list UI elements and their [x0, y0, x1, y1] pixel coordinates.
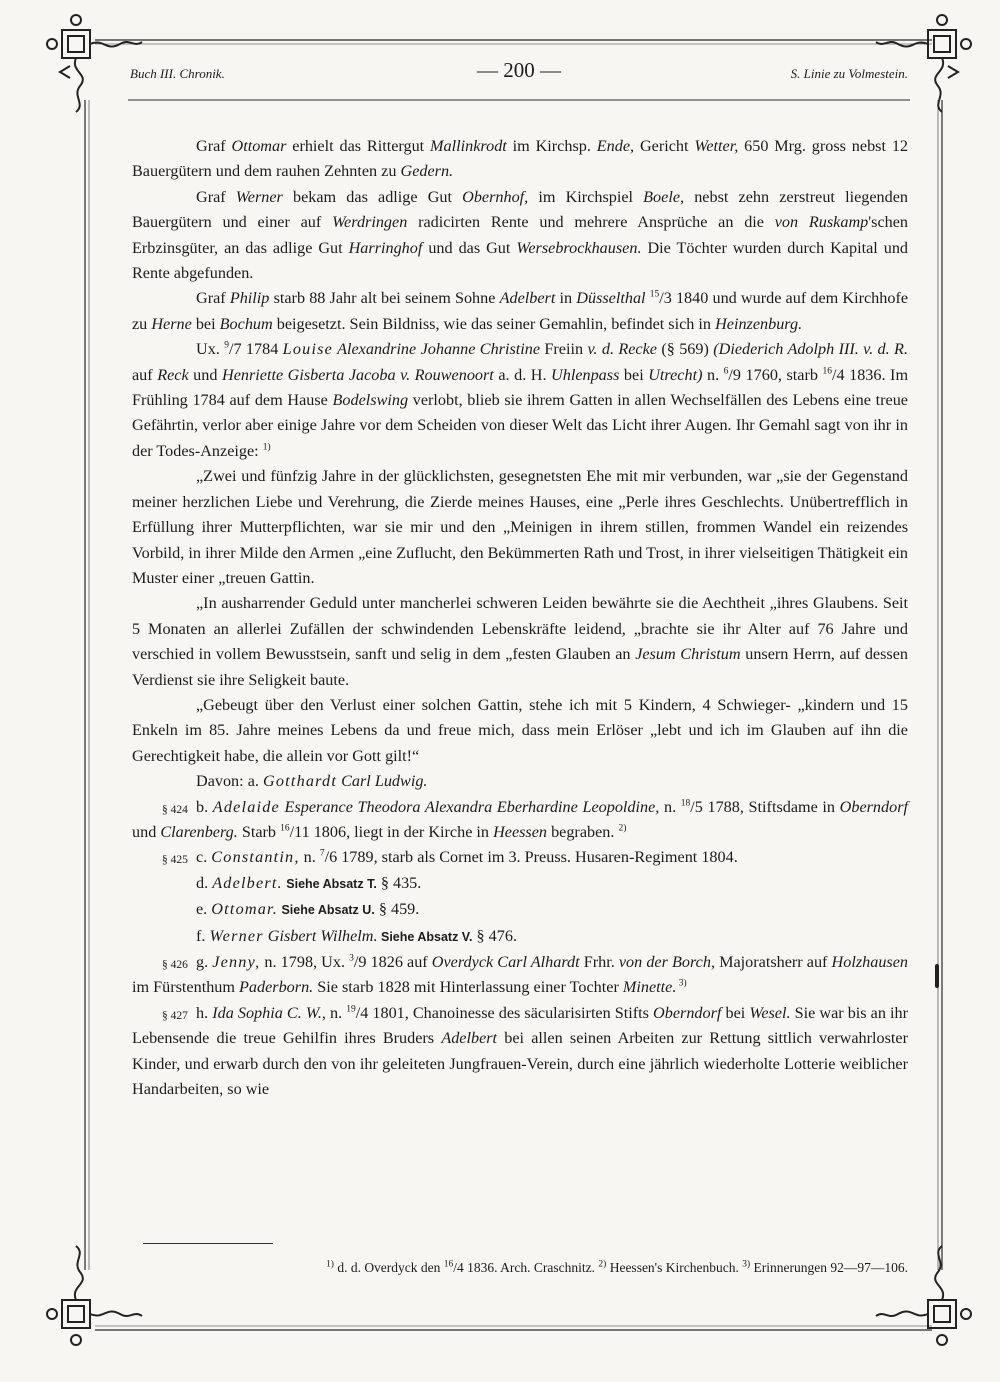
footnote-2-mark: 2) — [598, 1259, 607, 1270]
paragraph-philip: Graf Philip starb 88 Jahr alt bei seinem Sohne Adelbert in Düsselthal $^{15}$/3 1840 und wurde auf dem Kirchhofe zu Herne bei Bochum beigesetzt. Sein Bildniss, wie das seiner Gemahlin, befindet sich in Heinzenburg. — [132, 289, 909, 333]
ink-mark — [935, 964, 939, 988]
footnote-1-mark: 1) — [326, 1259, 334, 1270]
footnote-3: Erinnerungen 92—97—106. — [750, 1260, 908, 1275]
entry-ida: § 427 h. Ida Sophia C. W., n. $^{19}$/4 1801, Chanoinesse des säcularisirten Stifts Oberndorf bei Wesel. Sie war bis an ihr Lebensende die treue Gehilfin ihres Bruders Adelbert bei allen seinen Arbeiten zur Rettung sittlich verwahrloster Kinder, und erwarb durch den von ihr geleiteten Jungfrauen-Verein, durch eine jährlich wiederholte Lotterie weiblicher Handarbeiten, so wie — [132, 1001, 908, 1103]
entry-constantin: § 425 c. Constantin, n. $^7$/6 1789, starb als Cornet im 3. Preuss. Husaren-Regiment 1804. — [132, 845, 908, 870]
paragraph-ottomar: Graf Ottomar erhielt das Rittergut Mallinkrodt im Kirchsp. Ende, Gericht Wetter, 650 Mrg. gross nebst 12 Bauergütern und dem rauhen Zehnten zu Gedern. — [132, 137, 909, 181]
header-line-title: S. Linie zu Volmestein. — [790, 66, 908, 81]
quote-paragraph-1: „Zwei und fünfzig Jahre in der glücklichsten, gesegnetsten Ehe mit mir verbunden, war „sie der Gegenstand meiner herzlichen Liebe und Verehrung, die Zierde meines Hauses, eine „Perle ihres Geschlechts. Unübertrefflich in Erfüllung ihrer Mutterpflichten, war sie mir und den „Meinigen in ihrem stillen, frommen Wandel ein reizendes Vorbild, in ihrer Milde den Armen „eine Zuflucht, den Bekümmerten Rath und Trost, in ihrer vielseitigen Thätigkeit ein Muster einer „treuen Gattin. — [132, 467, 908, 587]
quote-paragraph-2: „In ausharrender Geduld unter mancherlei schweren Leiden bewährte sie die Aechtheit „ihres Glaubens. Seit 5 Monaten an allerlei Zufällen der schwindenden Lebenskräfte leidend, „brachte sie ihr Alter auf 76 Jahre und verschied in vollem Bewusstsein, sanft und selig in dem „festen Glauben an Jesum Christum unsern Herrn, auf dessen Verdienst sie ihre Seligkeit baute. — [132, 594, 908, 689]
header-book-chronicle: Buch III. Chronik. — [130, 66, 225, 81]
paragraph-number-426: § 426 — [162, 959, 188, 971]
paragraph-number-425: § 425 — [162, 854, 188, 867]
footnote-2: Heessen's Kirchenbuch. — [606, 1260, 739, 1275]
footnote-rule — [143, 1243, 273, 1244]
footnotes: $^{1)}$ d. d. Overdyck den $^{16}$/4 1836. Arch. Craschnitz. $^{2)}$ Heessen's Kirchenbuch. $^{3)}$ Erinnerungen 92—97—106. — [326, 1259, 908, 1275]
paragraph-number-427: § 427 — [162, 1009, 188, 1022]
footnote-1: d. d. Overdyck den — [333, 1260, 444, 1275]
entry-adelaide: § 424 b. Adelaide Esperance Theodora Alexandra Eberhardine Leopoldine, n. $^{18}$/5 1788, Stiftsdame in Oberndorf und Clarenberg. Starb $^{16}$/11 1806, liegt in der Kirche in Heessen begraben. $^{2)}$ — [132, 795, 908, 846]
children-intro: Davon: a. Gotthardt Carl Ludwig. — [196, 772, 428, 791]
page-number: — 200 — — [477, 58, 561, 82]
entry-adelbert: d. Adelbert. Siehe Absatz T. § 435. — [196, 873, 422, 892]
paragraph-werner: Graf Werner bekam das adlige Gut Obernhof, im Kirchspiel Boele, nebst zehn zerstreut liegenden Bauergütern und einer auf Werdringen radicirten Rente und mehrere Ansprüche an die von Ruskamp'schen Erbzinsgüter, an das adlige Gut Harringhof und das Gut Wersebrockhausen. Die Töchter wurden durch Kapital und Rente abgefunden. — [132, 187, 909, 283]
entry-jenny: § 426 g. Jenny, n. 1798, Ux. $^3$/9 1826 auf Overdyck Carl Alhardt Frhr. von der Borch, Majoratsherr auf Holzhausen im Fürstenthum Paderborn. Sie starb 1828 mit Hinterlassung einer Tochter Minette. $^{3)}$ — [132, 950, 908, 1001]
running-header — [130, 58, 908, 88]
body-text — [132, 134, 908, 1102]
corner-ornament-top-left — [47, 15, 142, 112]
paragraph-number-424: § 424 — [162, 803, 188, 816]
entry-werner: f. Werner Gisbert Wilhelm. Siehe Absatz V. § 476. — [196, 926, 517, 945]
quote-paragraph-3: „Gebeugt über den Verlust einer solchen Gattin, stehe ich mit 5 Kindern, 4 Schwieger- „kindern und 15 Enkeln im 85. Jahre meines Lebens da und freue mich, dass mein Erlöser „lebt und ich im Glauben auf ihn die Gerechtigkeit habe, die allein vor Gott gilt!“ — [132, 695, 908, 765]
footnote-3-mark: 3) — [742, 1259, 751, 1270]
entry-ottomar: e. Ottomar. Siehe Absatz U. § 459. — [196, 900, 420, 919]
paragraph-marriage: Ux. $^9$/7 1784 Louise Alexandrine Johanne Christine Freiin v. d. Recke (§ 569) (Diederich Adolph III. v. d. R. auf Reck und Henriette Gisberta Jacoba v. Rouwenoort a. d. H. Uhlenpass bei Utrecht) n. $^6$/9 1760, starb $^{16}$/4 1836. Im Frühling 1784 auf dem Hause Bodelswing verlobt, blieb sie ihrem Gatten in allen Wechselfällen des Lebens eine treue Gefährtin, verlor aber einige Jahre vor dem Scheiden von dieser Welt das Licht ihrer Augen. Ihr Gemahl sagt von ihr in der Todes-Anzeige: $^{1)}$ — [132, 340, 909, 460]
